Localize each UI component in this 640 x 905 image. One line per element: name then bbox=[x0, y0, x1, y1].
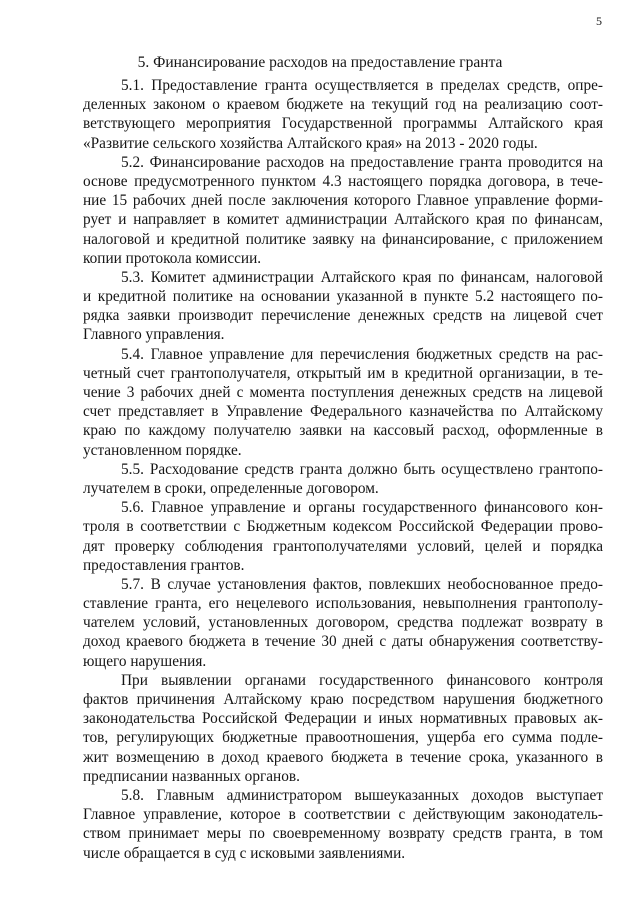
paragraph-line: фактов причинения Алтайскому краю посредством нарушения бюджетного bbox=[83, 691, 603, 708]
page-number: 5 bbox=[596, 14, 602, 28]
paragraph-line: троля в соответствии с Бюджетным кодексом Российской Федерации прово- bbox=[83, 518, 603, 536]
paragraph-line: 5.8. Главным администратором вышеуказанных доходов выступает bbox=[121, 786, 603, 804]
paragraph-line: основе предусмотренного пунктом 4.3 настоящего порядка договора, в тече- bbox=[83, 172, 603, 190]
paragraph-line: тов, регулирующих бюджетные правоотношения, ущерба его сумма подле- bbox=[83, 729, 603, 747]
paragraph-line: ние 15 рабочих дней после заключения которого Главное управление форми- bbox=[83, 192, 603, 210]
paragraph-line: копии протокола комиссии. bbox=[83, 249, 262, 267]
paragraph-line: жит возмещению в доход краевого бюджета в течение срока, указанного в bbox=[83, 748, 603, 766]
paragraph-line: ветствующего мероприятия Государственной программы Алтайского края bbox=[83, 115, 603, 133]
paragraph-5-2 bbox=[83, 153, 603, 268]
paragraph-5-3 bbox=[83, 268, 603, 345]
paragraph-5-8 bbox=[83, 786, 603, 863]
paragraph-line: 5.5. Расходование средств гранта должно быть осуществлено грантопо- bbox=[121, 460, 603, 478]
paragraph-line: 5.1. Предоставление гранта осуществляется в пределах средств, опре- bbox=[121, 77, 603, 94]
paragraph-line: чателем условий, установленных договором, средства подлежат возврату в bbox=[83, 614, 603, 632]
paragraph-line: четный счет грантополучателя, открытый им в кредитной организации, в те- bbox=[83, 364, 603, 382]
paragraph-line: законодательства Российской Федерации и иных нормативных правовых ак- bbox=[83, 710, 603, 728]
paragraph-line: «Развитие сельского хозяйства Алтайского края» на 2013 - 2020 годы. bbox=[83, 134, 538, 152]
section-title: 5. Финансирование расходов на предоставление гранта bbox=[137, 54, 503, 71]
paragraph-line: краю по каждому получателю заявки на кассовый расход, оформленные в bbox=[83, 422, 603, 440]
paragraph-line: рует и направляет в комитет администрации Алтайского края по финансам, bbox=[83, 211, 603, 229]
paragraph-5-5 bbox=[83, 460, 603, 498]
paragraph-line: 5.3. Комитет администрации Алтайского края по финансам, налоговой bbox=[121, 268, 603, 286]
paragraph-line: рядка заявки производит перечисление денежных средств на лицевой счет bbox=[83, 307, 603, 325]
paragraph-line: Главного управления. bbox=[83, 326, 225, 344]
paragraph-line: 5.7. В случае установления фактов, повлекших необоснованное предо- bbox=[121, 575, 603, 593]
paragraph-5-4 bbox=[83, 345, 603, 460]
paragraph-line: доход краевого бюджета в течение 30 дней с даты обнаружения соответству- bbox=[83, 633, 603, 651]
paragraph-5-1 bbox=[83, 76, 603, 153]
paragraph-line: и кредитной политике на основании указанной в пункте 5.2 настоящего по- bbox=[83, 288, 603, 306]
paragraph-line: ством принимает меры по своевременному возврату средств гранта, в том bbox=[83, 825, 603, 843]
paragraph-line: предписании названных органов. bbox=[83, 767, 300, 785]
paragraph-5-7 bbox=[83, 575, 603, 671]
paragraph-line: предоставления грантов. bbox=[83, 556, 245, 574]
paragraph-line: деленных законом о краевом бюджете на текущий год на реализацию соот- bbox=[83, 96, 603, 114]
paragraph-line: При выявлении органами государственного финансового контроля bbox=[121, 671, 603, 689]
paragraph-line: счет представляет в Управление Федерального казначейства по Алтайскому bbox=[83, 403, 603, 421]
paragraph-line: 5.4. Главное управление для перечисления бюджетных средств на рас- bbox=[121, 345, 603, 363]
paragraph-line: установленном порядке. bbox=[83, 441, 242, 459]
document-body bbox=[83, 76, 603, 863]
paragraph-line: Главное управление, которое в соответствии с действующим законодатель- bbox=[83, 806, 603, 824]
paragraph-line: дят проверку соблюдения грантополучателями условий, целей и порядка bbox=[83, 537, 603, 555]
paragraph-5-7-b bbox=[83, 671, 603, 786]
paragraph-line: налоговой и кредитной политике заявку на финансирование, с приложением bbox=[83, 230, 603, 248]
paragraph-line: чение 3 рабочих дней с момента поступления денежных средств на лицевой bbox=[83, 384, 603, 401]
paragraph-5-6 bbox=[83, 498, 603, 575]
paragraph-line: 5.2. Финансирование расходов на предоставление гранта проводится на bbox=[121, 153, 603, 171]
paragraph-line: лучателем в сроки, определенные договором. bbox=[83, 479, 379, 497]
paragraph-line: ющего нарушения. bbox=[83, 652, 207, 670]
paragraph-line: 5.6. Главное управление и органы государственного финансового кон- bbox=[121, 499, 603, 517]
paragraph-line: ставление гранта, его нецелевого использования, невыполнения грантополу- bbox=[83, 595, 603, 613]
paragraph-line: числе обращается в суд с исковыми заявлениями. bbox=[83, 844, 406, 862]
